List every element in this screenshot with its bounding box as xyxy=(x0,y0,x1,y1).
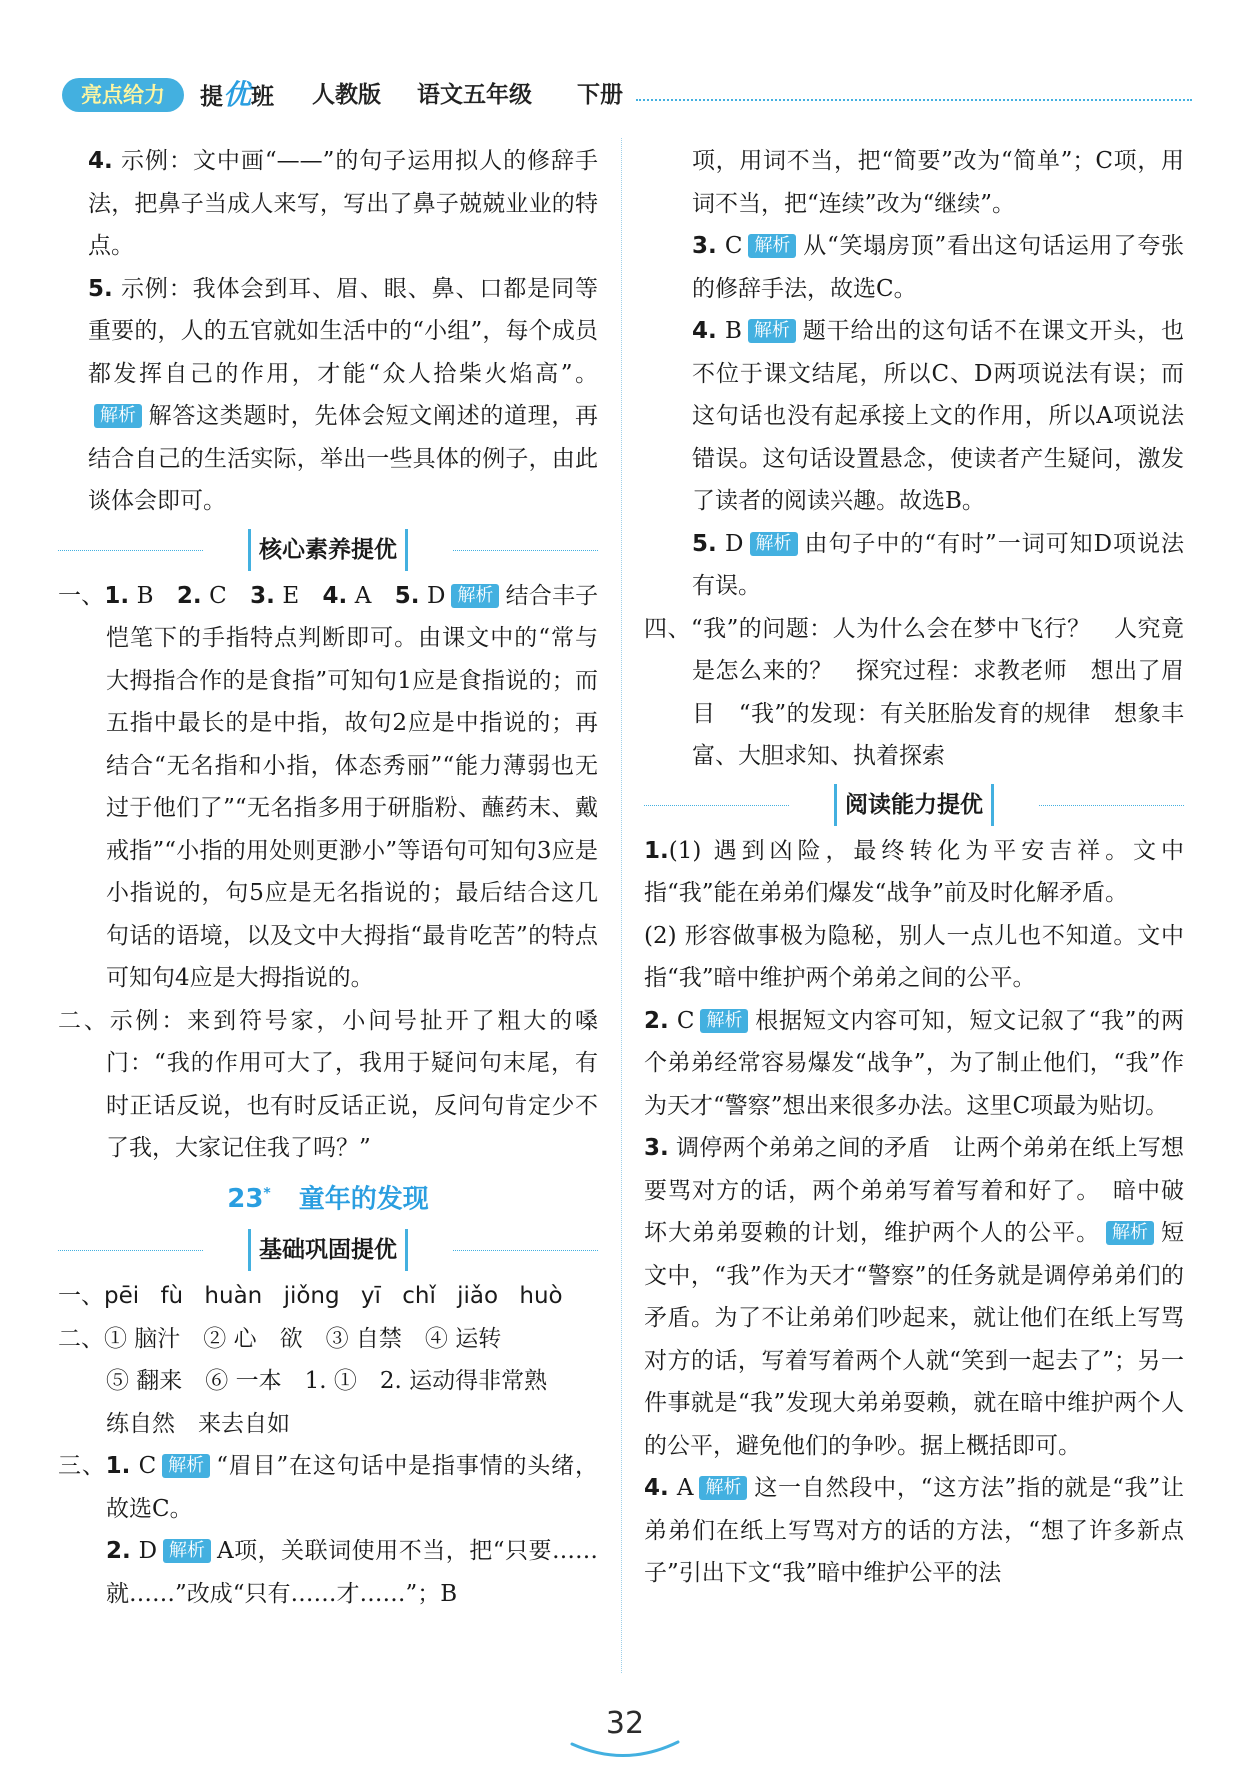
part-four-answer: 四、“我”的问题：人为什么会在梦中飞行？ 人究竟是怎么来的？ 探究过程：求教老师 想出了眉目 “我”的发现：有关胚胎发育的规律 想象丰富、大胆求知、执着探索 xyxy=(644,615,1184,769)
section-heading-reading: 阅读能力提优 xyxy=(644,784,1184,826)
part-three-q1: 三、1. C 解析 “眉目”在这句话中是指事情的头绪，故选C。 xyxy=(58,1453,599,1522)
part-three-q2: 2. D 解析 A项，关联词使用不当，把“只要……就……”改成“只有……才……”；B xyxy=(106,1538,599,1607)
analysis-tag: 解析 xyxy=(163,1539,211,1563)
answer-r-q5: 5. D 解析 由句子中的“有时”一词可知D项说法有误。 xyxy=(692,530,1184,599)
brand-badge: 亮点给力 xyxy=(62,78,184,112)
section-heading-basic: 基础巩固提优 xyxy=(58,1229,598,1271)
part-one-answers: 一、1. B 2. C 3. E 4. A 5. D 解析 结合丰子恺笔下的手指特点判断即可。由课文中的“常与大拇指合作的是食指”可知句1应是食指说的；而五指中最长的是中指，故句2应是中指说的；再结合“无名指和小指，体态秀丽”“能力薄弱也无过于他们了”“无名指多用于研脂粉、蘸药末、戴戒指”“小指的用处则更渺小”等语句可知句3应是小指说的，句5应是无名指说的；最后结合这几句话的语境，以及文中大拇指“最肯吃苦”的特点可知句4应是大拇指说的。 xyxy=(58,582,599,991)
page-number: 32 xyxy=(605,1706,645,1741)
analysis-tag: 解析 xyxy=(750,532,798,556)
analysis-tag: 解析 xyxy=(94,404,142,428)
reading-q1: 1.(1) 遇到凶险，最终转化为平安吉祥。文中指“我”能在弟弟们爆发“战争”前及时化解矛盾。 (2) 形容做事极为隐秘，别人一点儿也不知道。文中指“我”暗中维护两个弟弟之间的公平。 xyxy=(644,837,1184,991)
answer-r-q3: 3. C 解析 从“笑塌房顶”看出这句话运用了夸张的修辞手法，故选C。 xyxy=(692,233,1184,302)
column-divider xyxy=(621,138,622,1673)
right-column xyxy=(644,140,1184,1595)
answer-r-q4: 4. B 解析 题干给出的这句话不在课文开头，也不位于课文结尾，所以C、D两项说法有误；而这句话也没有起承接上文的作用，所以A项说法错误。这句话设置悬念，使读者产生疑问，激发了读者的阅读兴趣。故选B。 xyxy=(692,318,1185,514)
section-heading-core: 核心素养提优 xyxy=(58,529,598,571)
analysis-tag: 解析 xyxy=(700,1009,748,1033)
analysis-tag: 解析 xyxy=(748,319,796,343)
edition-label: 人教版 xyxy=(312,82,381,108)
page-header xyxy=(62,78,1192,118)
reading-q2: 2. C 解析 根据短文内容可知，短文记叙了“我”的两个弟弟经常容易爆发“战争”，为了制止他们，“我”作为天才“警察”想出来很多办法。这里C项最为贴切。 xyxy=(644,1007,1184,1119)
series-name: 提优班 xyxy=(200,78,275,111)
analysis-tag: 解析 xyxy=(748,234,796,258)
pinyin-answers: 一、pēi fù huàn jiǒng yī chǐ jiǎo huò xyxy=(58,1283,563,1310)
answer-q5: 5. 示例：我体会到耳、眉、眼、鼻、口都是同等重要的，人的五官就如生活中的“小组”，每个成员都发挥自己的作用，才能“众人拾柴火焰高”。解析 解答这类题时，先体会短文阐述的道理，再结合自己的生活实际，举出一些具体的例子，由此谈体会即可。 xyxy=(88,275,599,514)
vocab-answers: 二、① 脑汁 ② 心 欲 ③ 自禁 ④ 运转 ⑤ 翻来 ⑥ 一本 1. ① 2. 运动得非常熟 练自然 来去自如 xyxy=(58,1325,548,1437)
q2-continuation: 项，用词不当，把“简要”改为“简单”；C项，用词不当，把“连续”改为“继续”。 xyxy=(692,148,1184,217)
reading-q4: 4. A 解析 这一自然段中，“这方法”指的就是“我”让弟弟们在纸上写骂对方的话的方法，“想了许多新点子”引出下文“我”暗中维护公平的法 xyxy=(644,1475,1184,1586)
answer-q4: 4. 示例：文中画“——”的句子运用拟人的修辞手法，把鼻子当成人来写，写出了鼻子兢兢业业的特点。 xyxy=(88,148,598,259)
analysis-tag: 解析 xyxy=(451,584,499,608)
analysis-tag: 解析 xyxy=(162,1454,210,1478)
volume-label: 下册 xyxy=(577,82,623,108)
lesson-title: 23* 童年的发现 xyxy=(227,1184,429,1215)
left-column xyxy=(58,140,598,1615)
analysis-tag: 解析 xyxy=(1106,1221,1154,1245)
reading-q3: 3. 调停两个弟弟之间的矛盾 让两个弟弟在纸上写想要骂对方的话，两个弟弟写着写着和好了。 暗中破坏大弟弟耍赖的计划，维护两个人的公平。 解析 短文中，“我”作为天才“警察”的任务就是调停弟弟们的矛盾。为了不让弟弟们吵起来，就让他们在纸上写骂对方的话，写着写着两个人就“笑到一起去了”；另一件事就是“我”发现大弟弟耍赖，就在暗中维护两个人的公平，避免他们的争吵。据上概括即可。 xyxy=(644,1135,1185,1459)
page-number-swoosh-icon xyxy=(568,1738,682,1760)
part-two-answer: 二、示例：来到符号家，小问号扯开了粗大的嗓门：“我的作用可大了，我用于疑问句末尾，有时正话反说，也有时反话正说，反问句肯定少不了我，大家记住我了吗？” xyxy=(58,1007,599,1161)
analysis-tag: 解析 xyxy=(699,1476,747,1500)
subject-label: 语文五年级 xyxy=(417,82,532,108)
header-rule xyxy=(636,99,1192,101)
